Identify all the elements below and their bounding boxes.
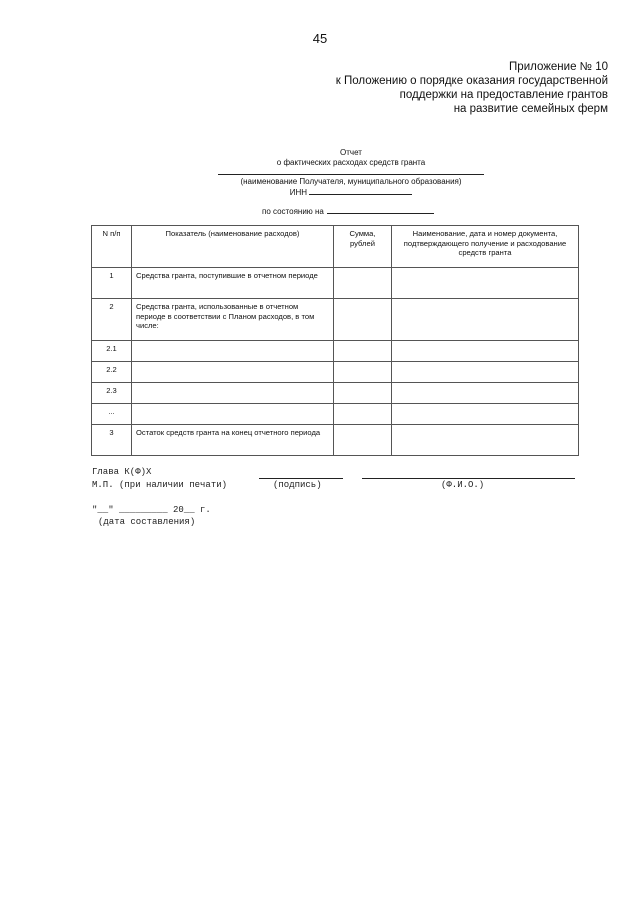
header-number: N п/п [92, 226, 132, 268]
header-document: Наименование, дата и номер документа, подтверждающего получение и расходование средств гранта [392, 226, 579, 268]
row-label [132, 383, 334, 404]
row-sum [334, 425, 392, 456]
row-number: 2.2 [92, 362, 132, 383]
table-row [92, 404, 579, 425]
row-label: Остаток средств гранта на конец отчетного периода [132, 425, 334, 456]
row-document [392, 404, 579, 425]
report-table [91, 225, 579, 456]
appendix-header [336, 60, 608, 116]
row-document [392, 362, 579, 383]
row-sum [334, 362, 392, 383]
name-caption: (Ф.И.О.) [441, 480, 485, 490]
table-row [92, 362, 579, 383]
report-title: Отчет [340, 148, 362, 157]
state-date-field [327, 206, 434, 214]
row-label: Средства гранта, поступившие в отчетном периоде [132, 268, 334, 299]
recipient-caption: (наименование Получателя, муниципального образования) [240, 177, 462, 186]
row-number: 2.3 [92, 383, 132, 404]
header-indicator: Показатель (наименование расходов) [132, 226, 334, 268]
date-line: "__" _________ 20__ г. [92, 505, 211, 515]
appendix-line: на развитие семейных ферм [453, 103, 608, 115]
table-row [92, 383, 579, 404]
appendix-number: Приложение № 10 [509, 61, 608, 73]
head-label: Глава К(Ф)Х [92, 467, 152, 477]
table-row [92, 299, 579, 341]
stamp-label: М.П. (при наличии печати) [92, 480, 228, 490]
appendix-line: поддержки на предоставление грантов [399, 89, 608, 101]
row-label [132, 362, 334, 383]
row-document [392, 299, 579, 341]
row-number: 3 [92, 425, 132, 456]
row-sum [334, 341, 392, 362]
signature-line [259, 478, 343, 479]
inn-field [309, 187, 412, 195]
row-number: 2 [92, 299, 132, 341]
table-row [92, 341, 579, 362]
row-number: 1 [92, 268, 132, 299]
state-date-row [262, 206, 434, 216]
report-heading [218, 148, 484, 198]
table-header-row [92, 226, 579, 268]
row-label [132, 341, 334, 362]
report-subtitle: о фактических расходах средств гранта [276, 158, 426, 167]
appendix-line: к Положению о порядке оказания государственной [335, 75, 608, 87]
table-row [92, 268, 579, 299]
page-number: 45 [312, 31, 328, 46]
row-label [132, 404, 334, 425]
row-sum [334, 268, 392, 299]
name-line [362, 478, 575, 479]
recipient-line [218, 168, 484, 175]
row-document [392, 425, 579, 456]
table-row [92, 425, 579, 456]
row-number: ... [92, 404, 132, 425]
row-sum [334, 383, 392, 404]
row-document [392, 341, 579, 362]
inn-label: ИНН [289, 188, 308, 197]
date-caption: (дата составления) [98, 517, 196, 527]
row-document [392, 383, 579, 404]
row-sum [334, 404, 392, 425]
row-number: 2.1 [92, 341, 132, 362]
signature-caption: (подпись) [273, 480, 322, 490]
state-label: по состоянию на [262, 207, 324, 216]
row-document [392, 268, 579, 299]
header-sum: Сумма, рублей [334, 226, 392, 268]
inn-row [218, 187, 484, 198]
row-label: Средства гранта, использованные в отчетном периоде в соответствии с Планом расходов, в том числе: [132, 299, 334, 341]
row-sum [334, 299, 392, 341]
